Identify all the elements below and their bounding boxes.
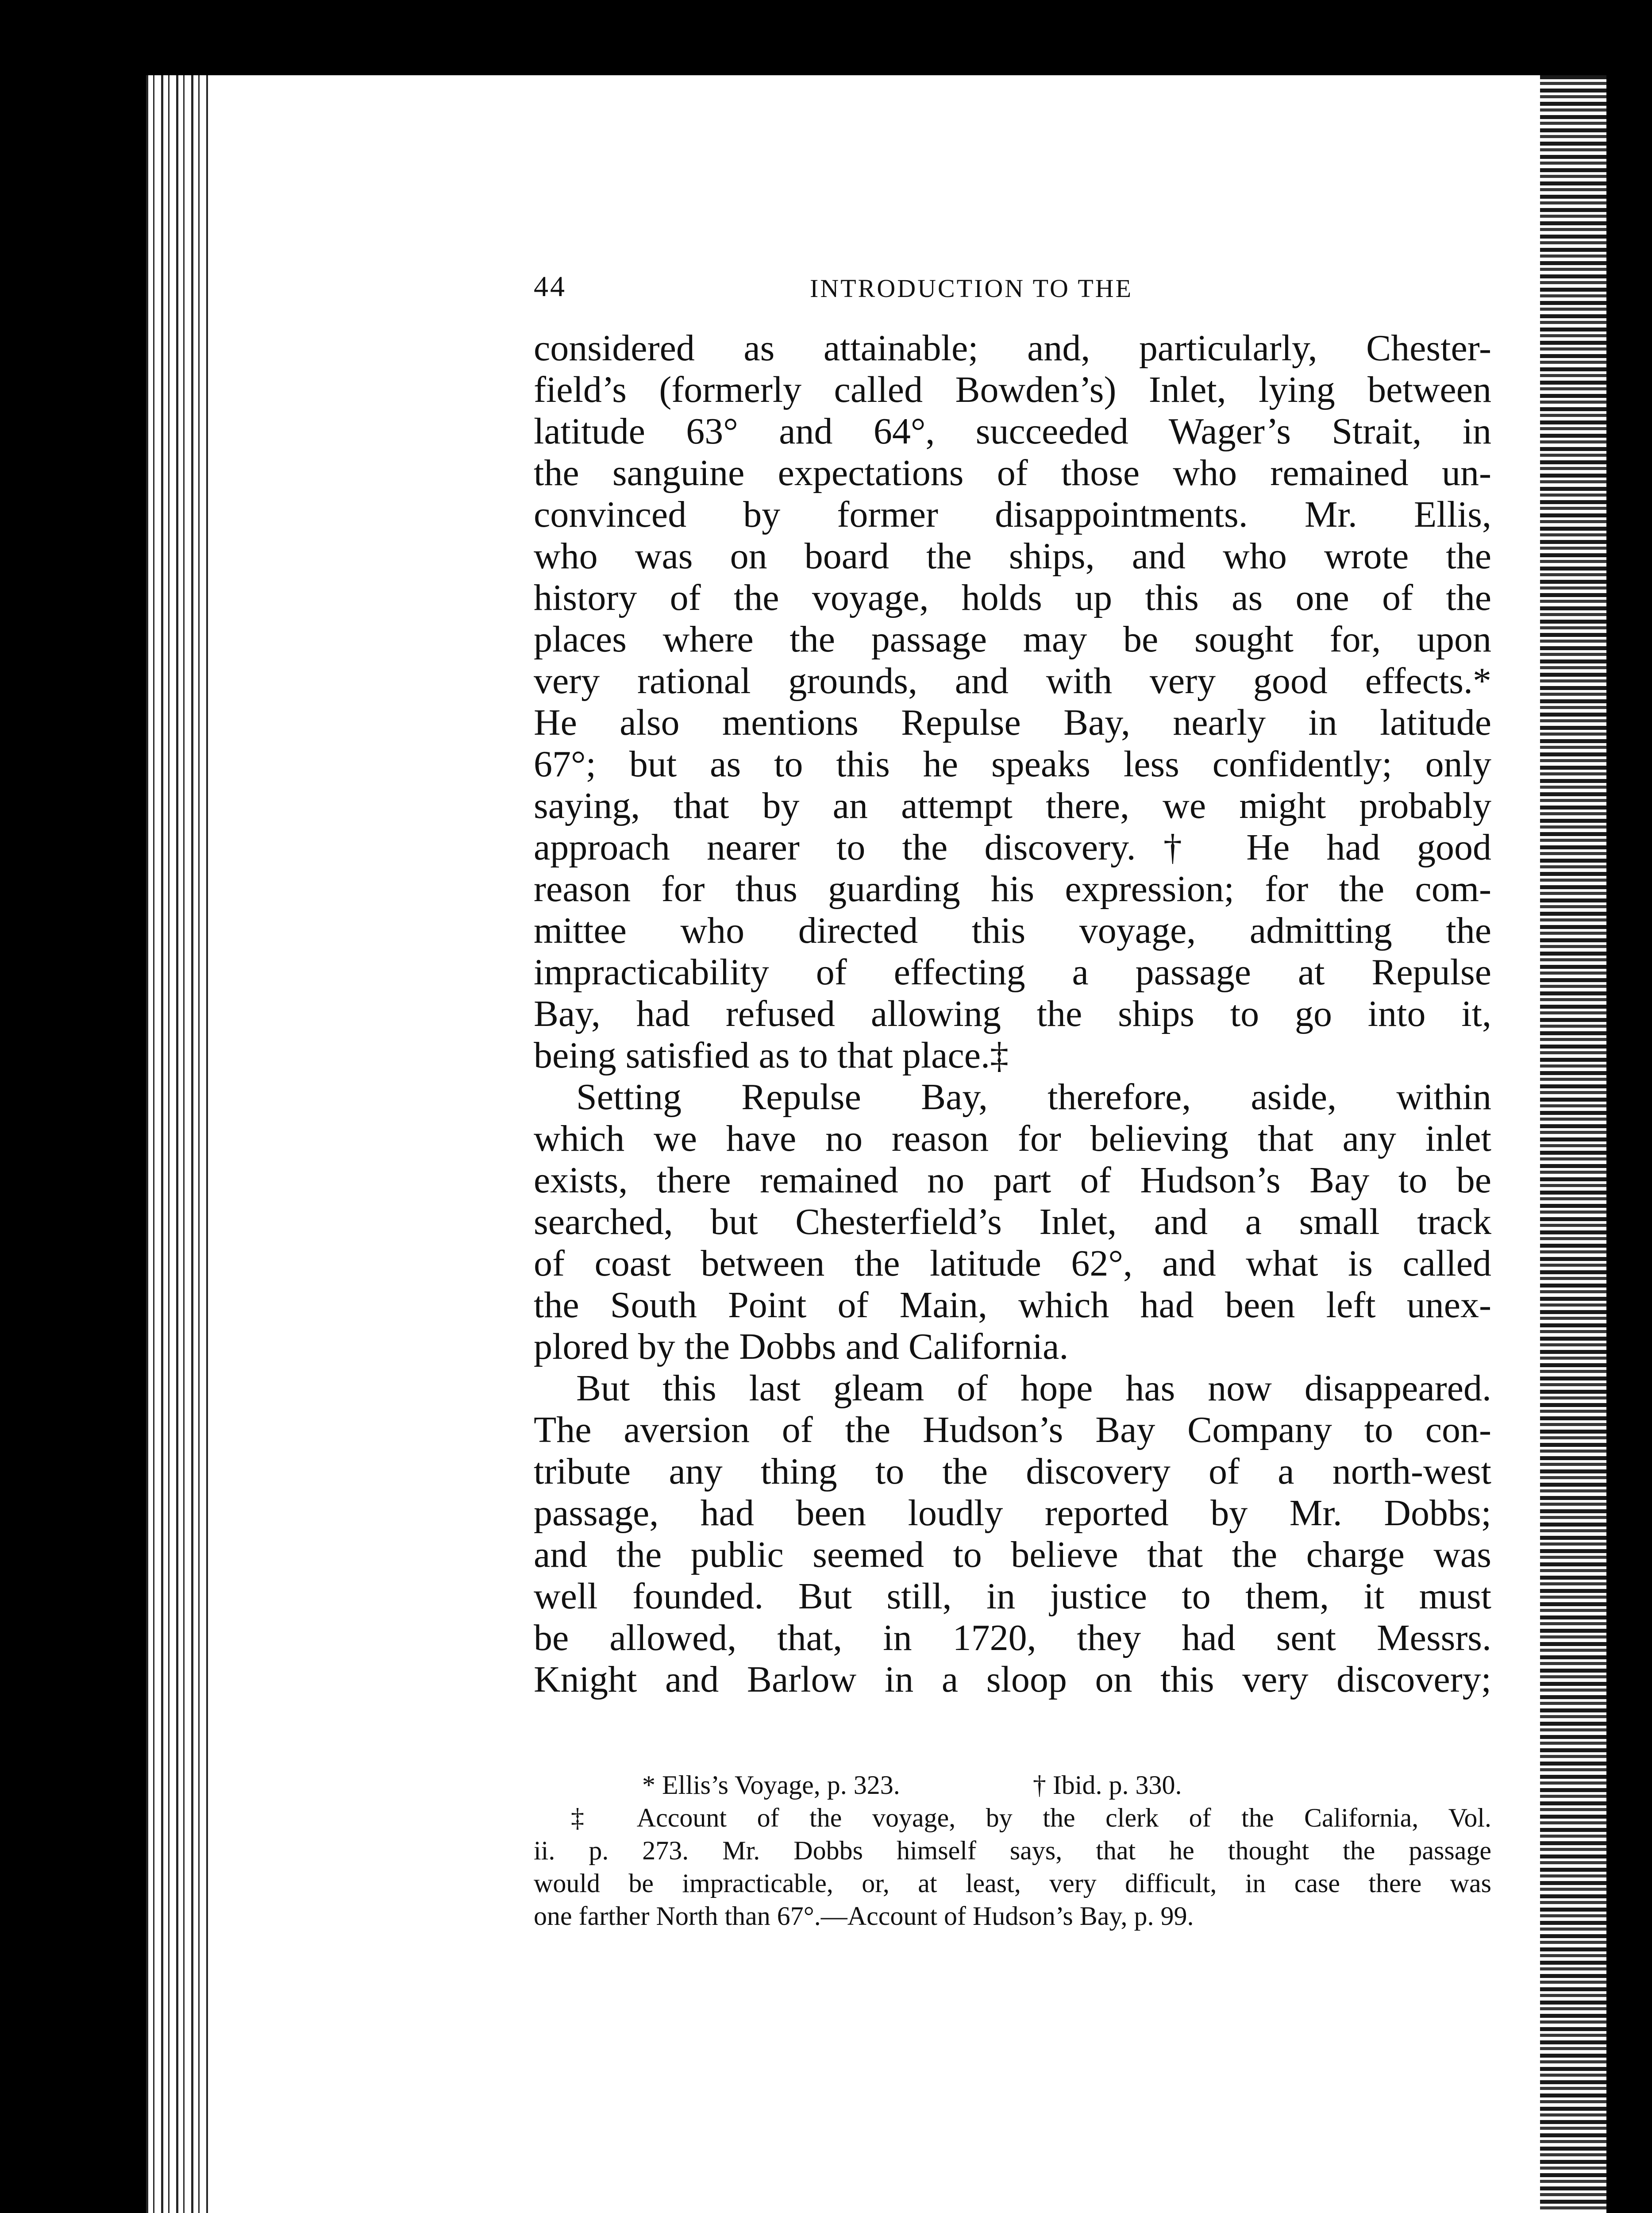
text-line: He also mentions Repulse Bay, nearly in latitude (534, 702, 1491, 743)
text-line: latitude 63° and 64°, succeeded Wager’s Strait, in (534, 411, 1491, 452)
text-line: the South Point of Main, which had been left unex- (534, 1284, 1491, 1326)
text-line: of coast between the latitude 62°, and what is called (534, 1243, 1491, 1284)
footnote-3-line: one farther North than 67°.—Account of Hudson’s Bay, p. 99. (534, 1901, 1194, 1931)
body-text (534, 328, 1491, 1700)
text-line: tribute any thing to the discovery of a north-west (534, 1451, 1491, 1492)
text-line: very rational grounds, and with very good effects.* (534, 660, 1491, 702)
text-line: impracticability of effecting a passage at Repulse (534, 952, 1491, 993)
text-line: The aversion of the Hudson’s Bay Company to con- (534, 1409, 1491, 1450)
text-line: be allowed, that, in 1720, they had sent Messrs. (534, 1617, 1491, 1658)
footnotes (534, 1769, 1491, 1932)
text-line: searched, but Chesterfield’s Inlet, and a small track (534, 1201, 1491, 1242)
footnote-1: * Ellis’s Voyage, p. 323. (642, 1770, 900, 1800)
footnote-row (534, 1769, 1491, 1801)
text-line: passage, had been loudly reported by Mr. Dobbs; (534, 1492, 1491, 1534)
running-title: INTRODUCTION TO THE (810, 274, 1133, 303)
running-head (534, 270, 1491, 310)
text-line: saying, that by an attempt there, we might probably (534, 785, 1491, 826)
text-line: history of the voyage, holds up this as one of the (534, 577, 1491, 618)
book-page (146, 75, 1606, 2213)
text-line: places where the passage may be sought for, upon (534, 619, 1491, 660)
footnote-3-line: would be impracticable, or, at least, very difficult, in case there was (534, 1869, 1491, 1898)
text-line: well founded. But still, in justice to them, it must (534, 1576, 1491, 1617)
text-line: mittee who directed this voyage, admitting the (534, 910, 1491, 951)
paragraph-start-line: Setting Repulse Bay, therefore, aside, within (576, 1076, 1491, 1118)
text-line: exists, there remained no part of Hudson’s Bay to be (534, 1160, 1491, 1201)
page-number: 44 (534, 270, 566, 303)
text-line: the sanguine expectations of those who remained un- (534, 452, 1491, 493)
page-fore-edge (1540, 75, 1606, 2213)
text-line: which we have no reason for believing that any inlet (534, 1118, 1491, 1159)
paragraph-end-line: being satisfied as to that place.‡ (534, 1035, 1009, 1076)
text-line: who was on board the ships, and who wrote the (534, 536, 1491, 577)
footnote-3-line: ‡ Account of the voyage, by the clerk of the California, Vol. (571, 1803, 1491, 1832)
text-line: field’s (formerly called Bowden’s) Inlet, lying between (534, 369, 1491, 410)
paragraph-start-line: But this last gleam of hope has now disappeared. (576, 1368, 1491, 1409)
page-gutter-edge (146, 75, 208, 2213)
text-line: considered as attainable; and, particularly, Chester- (534, 328, 1491, 369)
text-line: convinced by former disappointments. Mr. Ellis, (534, 494, 1491, 535)
text-line: Knight and Barlow in a sloop on this very discovery; (534, 1659, 1491, 1700)
page-content (534, 270, 1491, 1932)
text-line: 67°; but as to this he speaks less confidently; only (534, 744, 1491, 785)
footnote-2: † Ibid. p. 330. (1032, 1770, 1182, 1800)
text-line: Bay, had refused allowing the ships to go into it, (534, 993, 1491, 1034)
text-line: approach nearer to the discovery.† He had good (534, 827, 1491, 868)
footnote-3-line: ii. p. 273. Mr. Dobbs himself says, that he thought the passage (534, 1836, 1491, 1865)
text-line: and the public seemed to believe that the charge was (534, 1534, 1491, 1575)
paragraph-end-line: plored by the Dobbs and California. (534, 1326, 1069, 1367)
text-line: reason for thus guarding his expression; for the com- (534, 868, 1491, 910)
